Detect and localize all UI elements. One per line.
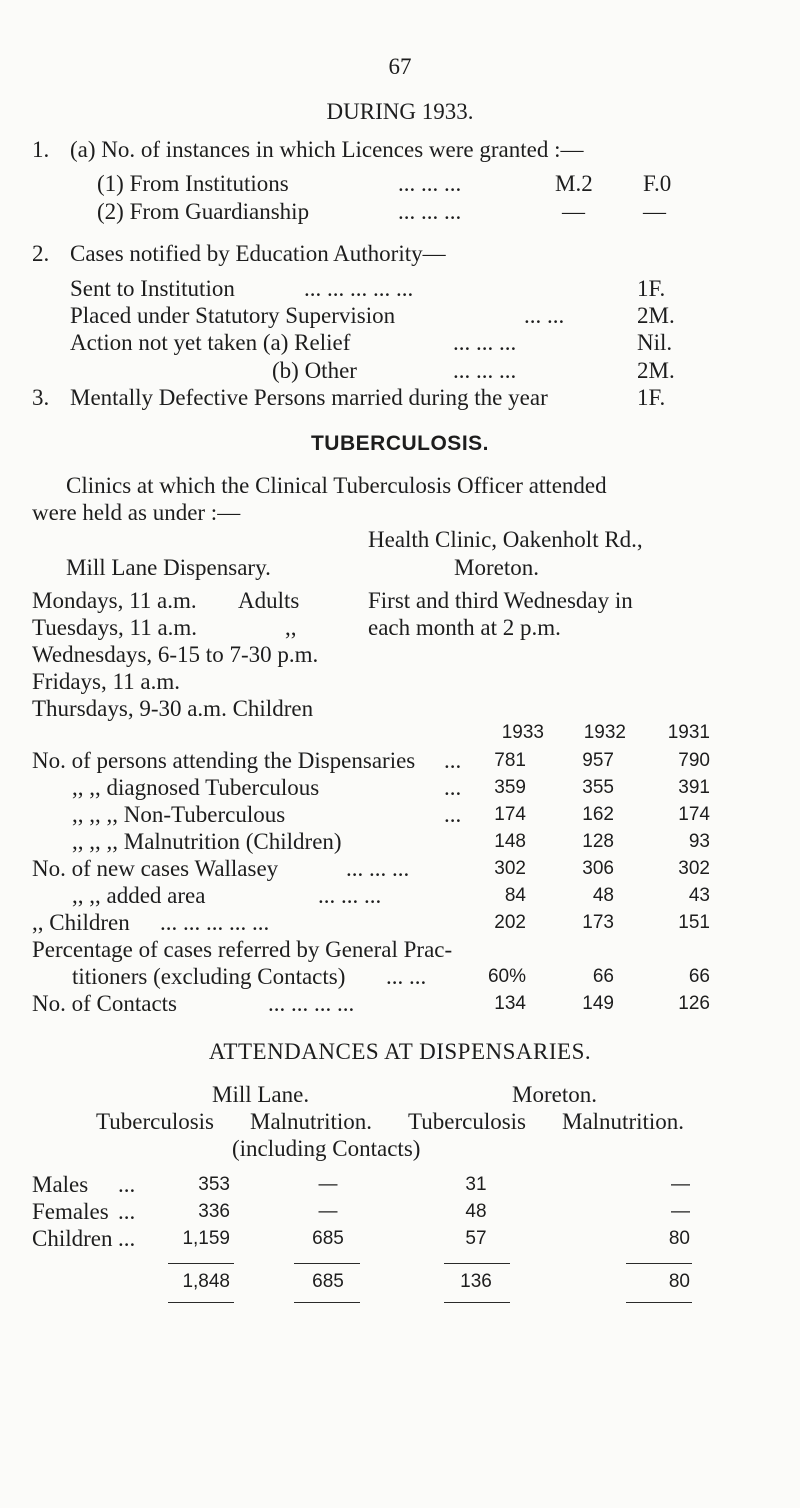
- moreton-header: Moreton.: [512, 1082, 597, 1107]
- mill-lane-label: Mill Lane Dispensary.: [66, 555, 271, 580]
- attendance-cell: 48: [465, 1201, 487, 1222]
- leader-dots: ...: [444, 748, 462, 773]
- stats-row-label: ,, ,, added area: [72, 883, 206, 908]
- stats-cell: 60%: [487, 966, 526, 987]
- stats-row-label: ,, ,, diagnosed Tuberculous: [72, 775, 320, 800]
- schedule-day: Tuesdays, 11 a.m.: [32, 615, 198, 640]
- column-header: Malnutrition.: [250, 1109, 373, 1134]
- leader-dots: ... ... ...: [318, 883, 382, 908]
- stats-cell: 128: [582, 831, 614, 852]
- stats-cell: 84: [504, 885, 526, 906]
- stats-cell: 93: [688, 831, 710, 852]
- education-row-value: 1F.: [637, 276, 666, 301]
- year-header: 1931: [667, 722, 710, 743]
- leader-dots: ... ...: [386, 964, 427, 989]
- married-label: Mentally Defective Persons married during the year: [70, 385, 548, 410]
- attendance-cell: —: [318, 1174, 338, 1195]
- stats-cell: 148: [494, 831, 526, 852]
- including-contacts-note: (including Contacts): [232, 1136, 421, 1161]
- schedule-day: Mondays, 11 a.m.: [32, 588, 197, 613]
- stats-cell: 48: [592, 885, 614, 906]
- attendance-cell: —: [318, 1201, 338, 1222]
- total-rule: [294, 1263, 360, 1264]
- total-rule: [626, 1263, 692, 1264]
- licence-row-label: (2) From Guardianship: [97, 199, 310, 224]
- leader-dots: ...: [118, 1226, 136, 1251]
- attendance-cell: 336: [198, 1201, 230, 1222]
- attendance-total: 1,848: [182, 1271, 230, 1292]
- stats-cell: 302: [494, 858, 526, 879]
- stats-cell: 149: [582, 993, 614, 1014]
- total-rule: [626, 1302, 692, 1303]
- stats-row-label: No. of persons attending the Dispensaries: [32, 748, 416, 773]
- stats-cell: 306: [582, 858, 614, 879]
- leader-dots: ... ... ...: [346, 856, 410, 881]
- stats-cell: 790: [678, 750, 710, 771]
- leader-dots: ... ...: [524, 303, 565, 328]
- attendance-cell: 685: [312, 1228, 344, 1249]
- leader-dots: ...: [444, 775, 462, 800]
- total-rule: [168, 1302, 234, 1303]
- licence-row-label: (1) From Institutions: [97, 171, 289, 196]
- stats-row-label: No. of new cases Wallasey: [32, 856, 279, 881]
- total-rule: [294, 1302, 360, 1303]
- married-value: 1F.: [637, 385, 666, 410]
- licence-row-male: —: [562, 199, 585, 224]
- stats-cell: 134: [494, 993, 526, 1014]
- attendance-cell: 80: [668, 1228, 690, 1249]
- attendance-cell: 1,159: [182, 1228, 230, 1249]
- year-header: 1933: [501, 722, 544, 743]
- tuberculosis-heading: TUBERCULOSIS.: [310, 432, 489, 455]
- column-header: Tuberculosis: [96, 1109, 214, 1134]
- stats-cell: 66: [688, 966, 710, 987]
- education-label: Cases notified by Education Authority—: [70, 241, 446, 266]
- total-rule: [444, 1263, 510, 1264]
- stats-cell: 391: [678, 777, 710, 798]
- mill-lane-header: Mill Lane.: [212, 1082, 310, 1107]
- total-rule: [168, 1263, 234, 1264]
- attendance-cell: —: [671, 1201, 690, 1222]
- leader-dots: ... ... ...: [453, 358, 517, 383]
- item-number: 3.: [32, 385, 50, 410]
- education-row-value: 2M.: [637, 358, 675, 383]
- attendance-row-label: Females: [32, 1199, 109, 1224]
- leader-dots: ... ... ...: [398, 171, 462, 196]
- stats-cell: 66: [592, 966, 614, 987]
- attendance-row-label: Children: [32, 1226, 113, 1251]
- stats-cell: 126: [678, 993, 710, 1014]
- education-row-label: Sent to Institution: [70, 276, 235, 301]
- item-number: 1.: [32, 137, 50, 162]
- leader-dots: ... ... ... ...: [268, 991, 355, 1016]
- schedule-day: Thursdays, 9-30 a.m. Children: [32, 696, 314, 721]
- page-number: 67: [388, 54, 412, 79]
- stats-row-label: ,, ,, ,, Non-Tuberculous: [72, 802, 286, 827]
- leader-dots: ...: [118, 1172, 136, 1197]
- attendances-heading: ATTENDANCES AT DISPENSARIES.: [208, 1039, 592, 1064]
- schedule-day: Fridays, 11 a.m.: [32, 669, 180, 694]
- column-header: Tuberculosis: [408, 1109, 526, 1134]
- attendance-row-label: Males: [32, 1172, 89, 1197]
- education-row-label: Action not yet taken (a) Relief: [70, 330, 351, 355]
- leader-dots: ...: [444, 802, 462, 827]
- moreton-schedule: First and third Wednesday in: [368, 588, 633, 613]
- attendance-total: 685: [312, 1271, 344, 1292]
- clinics-intro: Clinics at which the Clinical Tuberculosis Officer attended: [66, 473, 607, 498]
- stats-cell: 174: [678, 804, 710, 825]
- leader-dots: ... ... ... ... ...: [160, 910, 270, 935]
- stats-cell: 202: [494, 912, 526, 933]
- stats-cell: 43: [688, 885, 710, 906]
- attendance-total: 136: [460, 1271, 492, 1292]
- stats-cell: 781: [494, 750, 526, 771]
- education-row-label: (b) Other: [272, 358, 357, 383]
- clinics-intro: were held as under :—: [32, 500, 241, 525]
- education-row-label: Placed under Statutory Supervision: [70, 303, 396, 328]
- stats-cell: 173: [582, 912, 614, 933]
- health-clinic-label: Health Clinic, Oakenholt Rd.,: [368, 527, 643, 552]
- attendance-cell: —: [671, 1174, 690, 1195]
- stats-cell: 302: [678, 858, 710, 879]
- attendance-cell: 31: [465, 1174, 487, 1195]
- licence-row-female: F.0: [643, 171, 672, 196]
- moreton-label: Moreton.: [454, 555, 539, 580]
- stats-row-label: titioners (excluding Contacts): [72, 964, 346, 989]
- page-title: DURING 1933.: [326, 99, 474, 124]
- schedule-group: ,,: [285, 615, 297, 640]
- stats-cell: 957: [582, 750, 614, 771]
- leader-dots: ...: [118, 1199, 136, 1224]
- education-row-value: 2M.: [637, 303, 675, 328]
- stats-cell: 151: [678, 912, 710, 933]
- attendance-cell: 57: [465, 1228, 487, 1249]
- item-number: 2.: [32, 241, 50, 266]
- licences-label: (a) No. of instances in which Licences were granted :—: [70, 137, 584, 162]
- column-header: Malnutrition.: [562, 1109, 685, 1134]
- total-rule: [444, 1302, 510, 1303]
- leader-dots: ... ... ... ... ...: [304, 276, 414, 301]
- moreton-schedule: each month at 2 p.m.: [368, 615, 561, 640]
- stats-cell: 359: [494, 777, 526, 798]
- stats-row-label: Percentage of cases referred by General Prac-: [32, 937, 453, 962]
- licence-row-male: M.2: [555, 171, 593, 196]
- stats-row-label: ,, Children: [32, 910, 130, 935]
- stats-cell: 355: [582, 777, 614, 798]
- education-row-value: Nil.: [637, 330, 673, 355]
- leader-dots: ... ... ...: [398, 199, 462, 224]
- licence-row-female: —: [643, 199, 666, 224]
- schedule-day: Wednesdays, 6-15 to 7-30 p.m.: [32, 642, 319, 667]
- stats-cell: 174: [494, 804, 526, 825]
- leader-dots: ... ... ...: [453, 330, 517, 355]
- attendance-cell: 353: [198, 1174, 230, 1195]
- schedule-group: Adults: [238, 588, 300, 613]
- year-header: 1932: [583, 722, 626, 743]
- stats-cell: 162: [582, 804, 614, 825]
- attendance-total: 80: [668, 1271, 690, 1292]
- stats-row-label: ,, ,, ,, Malnutrition (Children): [72, 829, 342, 854]
- stats-row-label: No. of Contacts: [32, 991, 178, 1016]
